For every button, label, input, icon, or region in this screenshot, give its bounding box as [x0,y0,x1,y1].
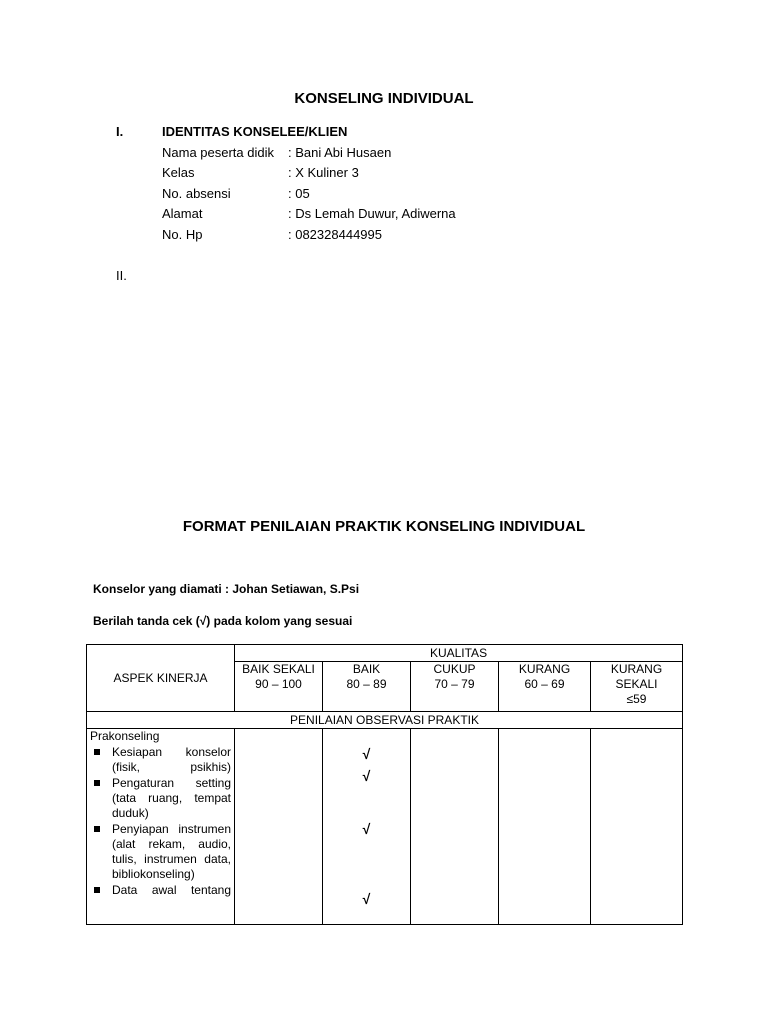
identity-label: No. absensi [162,186,231,201]
form-title: FORMAT PENILAIAN PRAKTIK KONSELING INDIVIDUAL [182,518,586,535]
page-title: KONSELING INDIVIDUAL [294,90,474,107]
rating-cell-kurang-sekali [591,729,683,925]
aspect-item-text: Kesiapan konselor (fisik, psikhis) [112,745,231,774]
column-header-baik [323,662,411,712]
aspect-group-label: Prakonseling [90,729,160,743]
column-header-kurang-sekali [591,662,683,712]
rating-cell-cukup [411,729,499,925]
identity-label: Nama peserta didik [162,145,274,160]
aspect-cell-prakonseling [87,729,235,925]
column-label: CUKUP [433,662,476,676]
aspect-item-text: Pengaturan setting (tata ruang, tempat duduk) [112,776,231,820]
quality-header: KUALITAS [235,645,683,662]
aspect-item-list [90,745,231,898]
column-range: 80 – 89 [346,677,387,691]
aspect-item-text: Penyiapan instrumen (alat rekam, audio, tulis, instrumen data, bibliokonseling) [112,822,231,881]
list-item [90,883,231,898]
aspect-item-text: Data awal tentang [112,883,231,897]
check-mark-icon: √ [362,821,371,837]
square-bullet-icon [94,780,100,786]
column-label: KURANG SEKALI [610,662,663,691]
section-title-identity: IDENTITAS KONSELEE/KLIEN [162,124,348,139]
column-label: BAIK SEKALI [242,662,315,676]
identity-value: : 05 [288,186,310,201]
check-mark-icon: √ [362,746,371,762]
section-number-1: I. [116,124,124,139]
column-range: 70 – 79 [434,677,475,691]
section-number-2: II. [116,268,127,283]
identity-label: No. Hp [162,227,203,242]
column-range: ≤59 [626,692,647,706]
column-range: 90 – 100 [255,677,302,691]
identity-value: : Ds Lemah Duwur, Adiwerna [288,206,456,221]
check-mark-icon: √ [362,891,371,907]
column-label: BAIK [352,662,381,676]
rating-cell-baik-sekali [235,729,323,925]
identity-label: Alamat [162,206,203,221]
column-header-kurang [499,662,591,712]
rating-cell-kurang [499,729,591,925]
list-item [90,822,231,882]
identity-value: : Bani Abi Husaen [288,145,392,160]
counselor-line: Konselor yang diamati : Johan Setiawan, S.Psi [93,582,360,596]
list-item [90,776,231,821]
aspect-header: ASPEK KINERJA [87,645,235,712]
list-item [90,745,231,775]
column-header-baik-sekali [235,662,323,712]
rating-cell-baik [323,729,411,925]
column-header-cukup [411,662,499,712]
square-bullet-icon [94,887,100,893]
identity-value: : 082328444995 [288,227,382,242]
square-bullet-icon [94,826,100,832]
section-header-observation: PENILAIAN OBSERVASI PRAKTIK [87,712,683,729]
assessment-table [86,644,683,925]
column-label: KURANG [518,662,571,676]
column-range: 60 – 69 [524,677,565,691]
square-bullet-icon [94,749,100,755]
identity-value: : X Kuliner 3 [288,165,359,180]
identity-label: Kelas [162,165,195,180]
check-mark-icon: √ [362,768,371,784]
instruction-line: Berilah tanda cek (√) pada kolom yang sesuai [93,614,353,628]
